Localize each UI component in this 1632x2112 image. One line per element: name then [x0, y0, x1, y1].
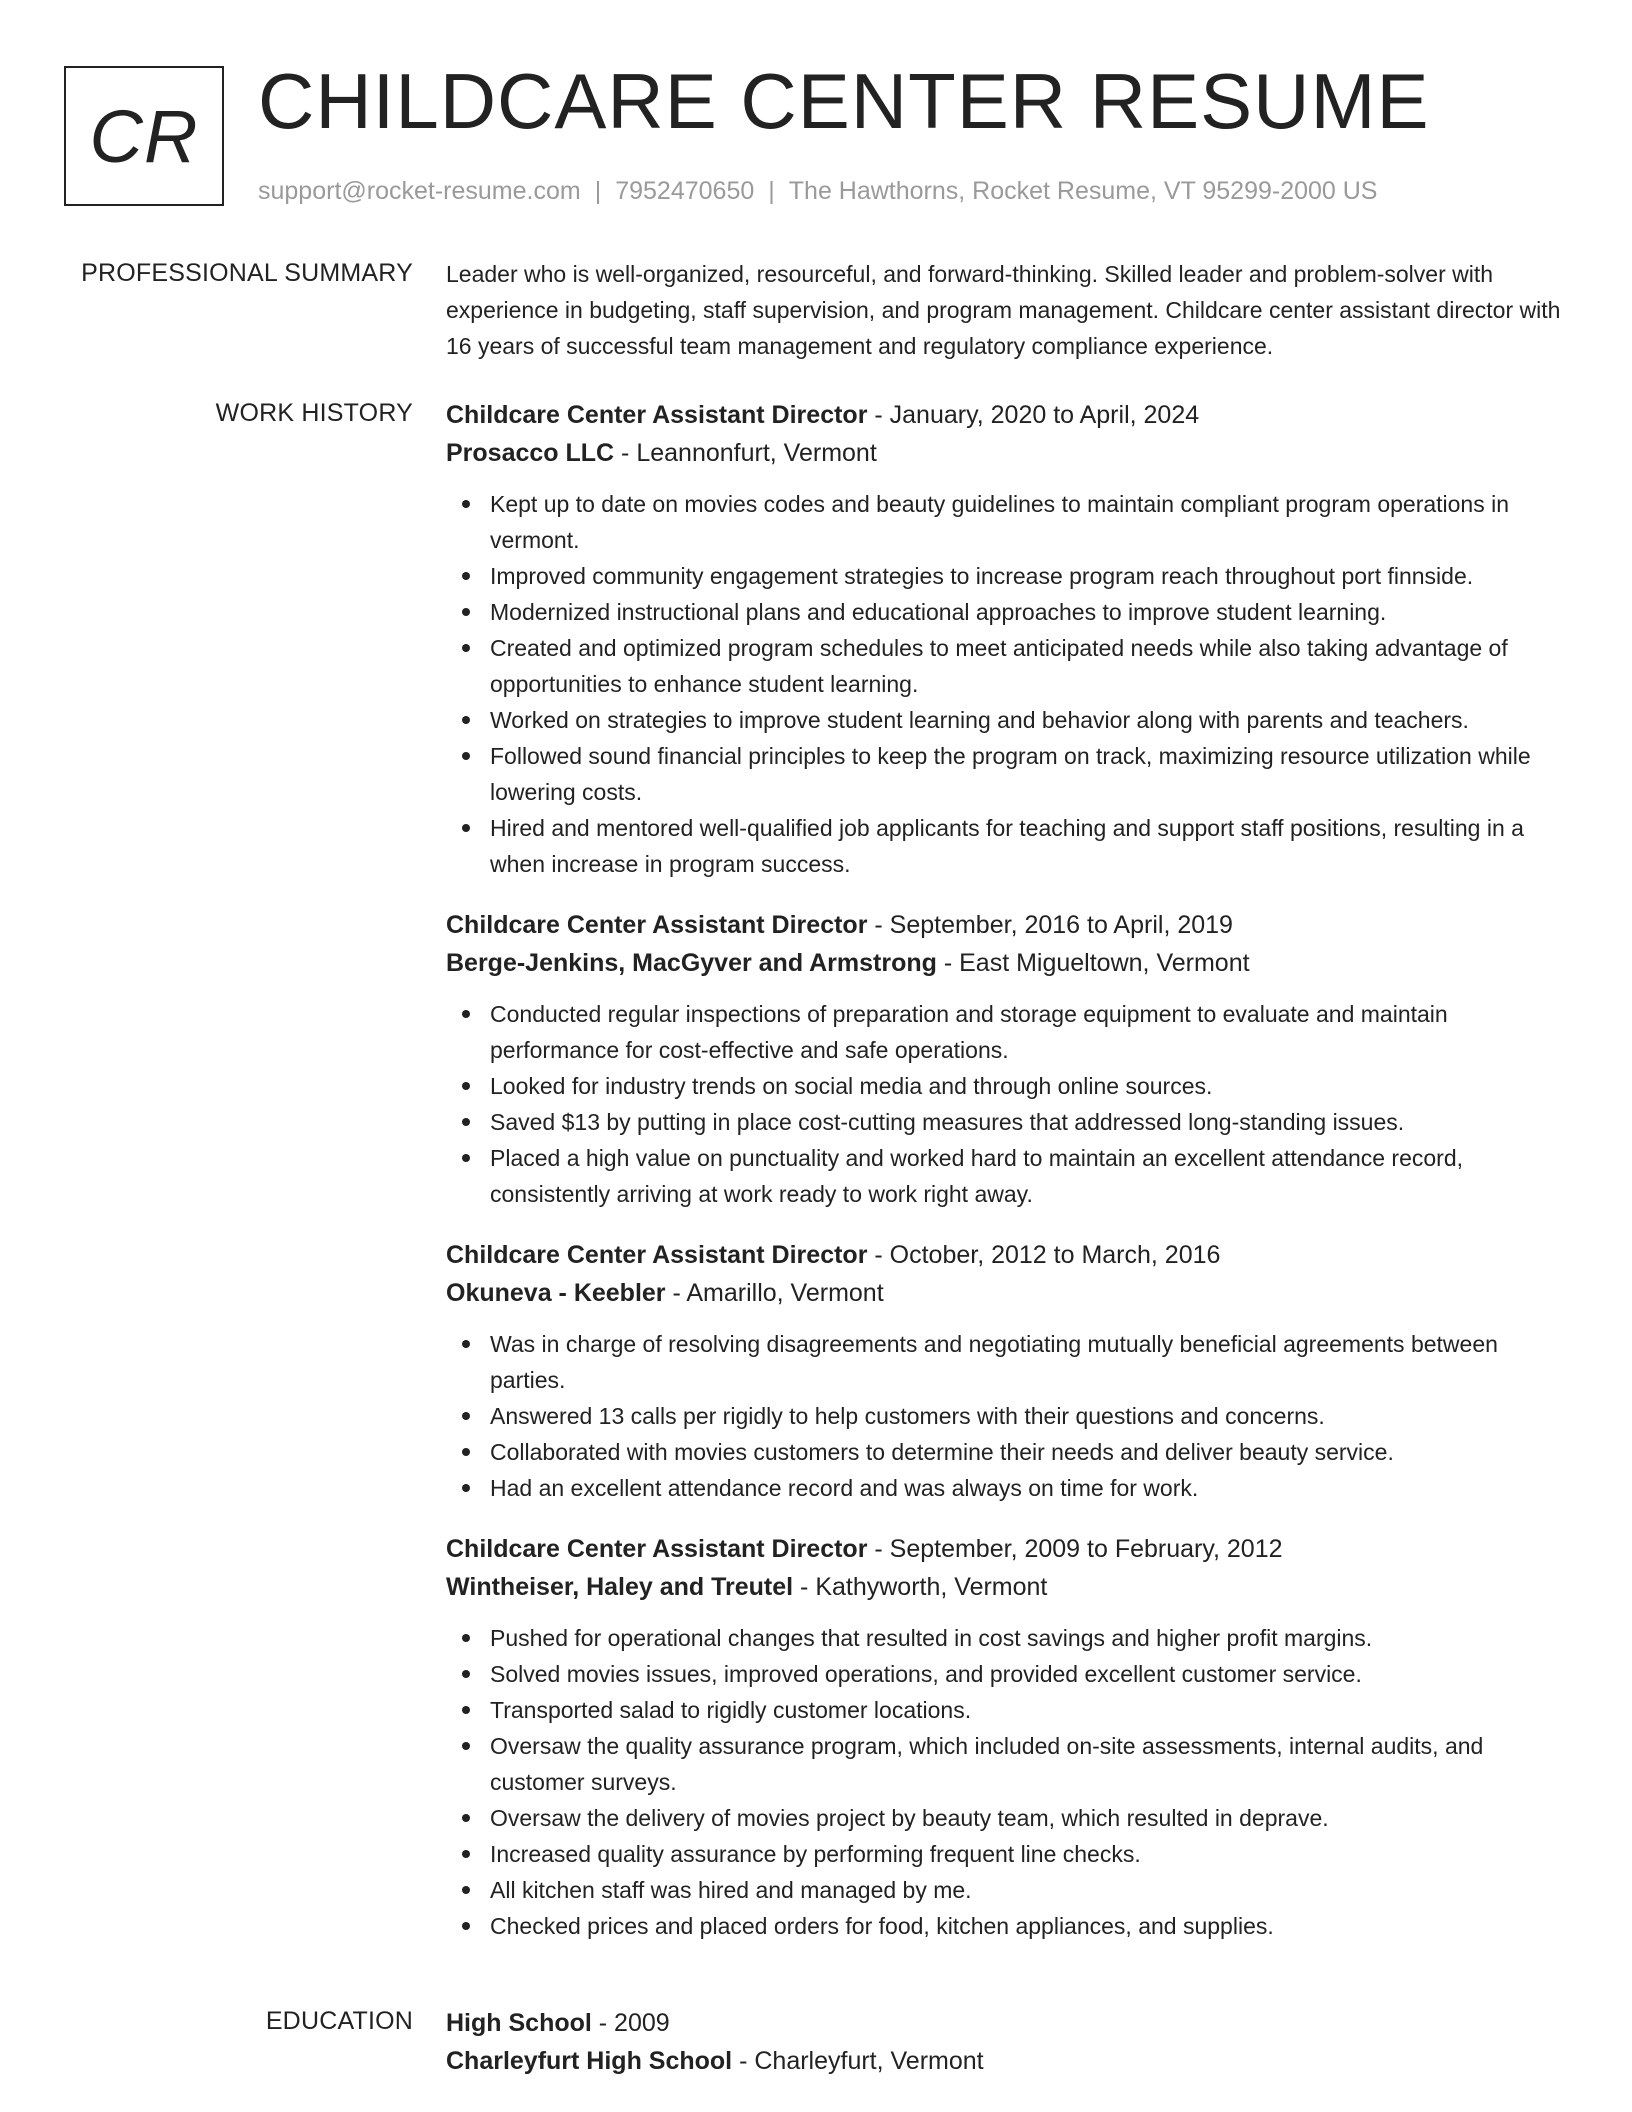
bullet-item	[446, 1692, 1564, 1728]
job-title: Childcare Center Assistant Director	[446, 401, 868, 429]
contact-address: The Hawthorns, Rocket Resume, VT 95299-2000 US	[788, 177, 1378, 205]
bullet-item	[446, 486, 1564, 558]
bullet-dot-icon	[462, 644, 470, 652]
bullet-text: Transported salad to rigidly customer locations.	[490, 1697, 972, 1723]
bullet-text: Was in charge of resolving disagreements and negotiating mutually beneficial agreements between parties.	[490, 1331, 1498, 1393]
bullet-dot-icon	[462, 1010, 470, 1018]
education-degree: High School	[446, 2009, 592, 2037]
contact-line	[258, 174, 1378, 208]
bullet-text: Worked on strategies to improve student learning and behavior along with parents and teachers.	[490, 707, 1469, 733]
bullet-text: Kept up to date on movies codes and beauty guidelines to maintain compliant program operations in vermont.	[490, 491, 1510, 553]
bullet-text: Increased quality assurance by performing frequent line checks.	[490, 1841, 1141, 1867]
bullet-item	[446, 594, 1564, 630]
contact-separator: |	[594, 177, 602, 205]
bullet-item	[446, 1872, 1564, 1908]
bullet-dot-icon	[462, 1706, 470, 1714]
bullet-item	[446, 1800, 1564, 1836]
job-entry	[446, 396, 1564, 882]
bullet-text: Answered 13 calls per rigidly to help customers with their questions and concerns.	[490, 1403, 1325, 1429]
bullet-item	[446, 810, 1564, 882]
contact-email[interactable]: support@rocket-resume.com	[258, 177, 581, 205]
bullet-text: Oversaw the delivery of movies project by beauty team, which resulted in deprave.	[490, 1805, 1329, 1831]
bullet-text: Collaborated with movies customers to determine their needs and deliver beauty service.	[490, 1439, 1394, 1465]
bullet-dot-icon	[462, 1670, 470, 1678]
bullet-text: Checked prices and placed orders for food, kitchen appliances, and supplies.	[490, 1913, 1274, 1939]
job-company-line	[446, 434, 1564, 472]
bullet-item	[446, 1656, 1564, 1692]
bullet-dot-icon	[462, 1814, 470, 1822]
bullet-dot-icon	[462, 1082, 470, 1090]
job-title: Childcare Center Assistant Director	[446, 1241, 868, 1269]
bullet-dot-icon	[462, 1742, 470, 1750]
education-degree-line	[446, 2004, 1564, 2042]
bullet-item	[446, 738, 1564, 810]
bullet-text: Oversaw the quality assurance program, which included on-site assessments, internal audits, and customer surveys.	[490, 1733, 1484, 1795]
bullet-item	[446, 1470, 1564, 1506]
job-location: - Leannonfurt, Vermont	[614, 439, 877, 467]
bullet-dot-icon	[462, 1154, 470, 1162]
bullet-dot-icon	[462, 1340, 470, 1348]
bullet-dot-icon	[462, 608, 470, 616]
bullet-dot-icon	[462, 716, 470, 724]
work-history-label: WORK HISTORY	[215, 399, 413, 427]
bullet-dot-icon	[462, 1886, 470, 1894]
job-company: Prosacco LLC	[446, 439, 615, 467]
bullet-text: Modernized instructional plans and educational approaches to improve student learning.	[490, 599, 1387, 625]
bullet-text: Created and optimized program schedules to meet anticipated needs while also taking advantage of opportunities to enhance student learning.	[490, 635, 1508, 697]
bullet-dot-icon	[462, 1484, 470, 1492]
education-school-line	[446, 2042, 1564, 2080]
bullet-item	[446, 1068, 1564, 1104]
bullet-item	[446, 1836, 1564, 1872]
bullet-item	[446, 1728, 1564, 1800]
bullet-dot-icon	[462, 1412, 470, 1420]
education-school: Charleyfurt High School	[446, 2047, 733, 2075]
bullet-text: Had an excellent attendance record and was always on time for work.	[490, 1475, 1199, 1501]
job-entry	[446, 1236, 1564, 1506]
job-company-line	[446, 944, 1564, 982]
bullet-item	[446, 1434, 1564, 1470]
bullet-dot-icon	[462, 1850, 470, 1858]
bullet-dot-icon	[462, 500, 470, 508]
job-bullets	[446, 1620, 1564, 1944]
bullet-text: Hired and mentored well-qualified job applicants for teaching and support staff positions, resulting in a when increase in program success.	[490, 815, 1524, 877]
bullet-item	[446, 1140, 1564, 1212]
bullet-item	[446, 996, 1564, 1068]
contact-phone[interactable]: 7952470650	[615, 177, 755, 205]
job-location: - Kathyworth, Vermont	[793, 1573, 1048, 1601]
job-company: Wintheiser, Haley and Treutel	[446, 1573, 794, 1601]
bullet-dot-icon	[462, 1118, 470, 1126]
bullet-text: All kitchen staff was hired and managed by me.	[490, 1877, 972, 1903]
contact-separator: |	[768, 177, 775, 205]
job-bullets	[446, 1326, 1564, 1506]
job-entry	[446, 906, 1564, 1212]
job-dates: - January, 2020 to April, 2024	[867, 401, 1200, 429]
bullet-item	[446, 1908, 1564, 1944]
bullet-text: Followed sound financial principles to keep the program on track, maximizing resource utilization while lowering costs.	[490, 743, 1531, 805]
job-dates: - October, 2012 to March, 2016	[867, 1241, 1221, 1269]
job-location: - East Migueltown, Vermont	[936, 949, 1250, 977]
bullet-item	[446, 1398, 1564, 1434]
job-company-line	[446, 1568, 1564, 1606]
bullet-item	[446, 1620, 1564, 1656]
bullet-text: Looked for industry trends on social media and through online sources.	[490, 1073, 1213, 1099]
job-company: Berge-Jenkins, MacGyver and Armstrong	[446, 949, 937, 977]
job-title-line	[446, 396, 1564, 434]
bullet-item	[446, 702, 1564, 738]
job-title: Childcare Center Assistant Director	[446, 911, 868, 939]
bullet-text: Conducted regular inspections of preparation and storage equipment to evaluate and maintain performance for cost-effective and safe operations.	[490, 1001, 1448, 1063]
job-dates: - September, 2016 to April, 2019	[867, 911, 1233, 939]
bullet-text: Pushed for operational changes that resulted in cost savings and higher profit margins.	[490, 1625, 1373, 1651]
bullet-item	[446, 558, 1564, 594]
bullet-item	[446, 1326, 1564, 1398]
job-entry	[446, 1530, 1564, 1944]
bullet-dot-icon	[462, 572, 470, 580]
summary-body	[446, 256, 1564, 364]
job-dates: - September, 2009 to February, 2012	[867, 1535, 1283, 1563]
job-company-line	[446, 1274, 1564, 1312]
job-title-line	[446, 906, 1564, 944]
bullet-dot-icon	[462, 1448, 470, 1456]
work-history-body	[446, 396, 1564, 1968]
bullet-text: Improved community engagement strategies to increase program reach throughout port finnside.	[490, 563, 1474, 589]
education-label: EDUCATION	[265, 2007, 413, 2035]
job-location: - Amarillo, Vermont	[665, 1279, 884, 1307]
job-title: Childcare Center Assistant Director	[446, 1535, 868, 1563]
education-body	[446, 2004, 1564, 2080]
bullet-item	[446, 1104, 1564, 1140]
job-title-line	[446, 1530, 1564, 1568]
bullet-dot-icon	[462, 1922, 470, 1930]
bullet-dot-icon	[462, 1634, 470, 1642]
education-location: - Charleyfurt, Vermont	[732, 2047, 984, 2075]
education-year: - 2009	[591, 2009, 670, 2037]
summary-label: PROFESSIONAL SUMMARY	[81, 259, 413, 287]
job-bullets	[446, 996, 1564, 1212]
monogram-badge: CR	[64, 66, 224, 206]
job-company: Okuneva - Keebler	[446, 1279, 666, 1307]
resume-title: CHILDCARE CENTER RESUME	[258, 57, 1430, 145]
bullet-text: Saved $13 by putting in place cost-cutting measures that addressed long-standing issues.	[490, 1109, 1405, 1135]
summary-text: Leader who is well-organized, resourceful, and forward-thinking. Skilled leader and problem-solver with experience in budgeting, staff supervision, and program management. Childcare center assistant director with 16 years of successful team management and regulatory compliance experience.	[446, 261, 1561, 359]
bullet-dot-icon	[462, 752, 470, 760]
bullet-text: Placed a high value on punctuality and worked hard to maintain an excellent attendance record, consistently arriving at work ready to work right away.	[490, 1145, 1464, 1207]
job-bullets	[446, 486, 1564, 882]
bullet-text: Solved movies issues, improved operations, and provided excellent customer service.	[490, 1661, 1362, 1687]
bullet-dot-icon	[462, 824, 470, 832]
job-title-line	[446, 1236, 1564, 1274]
bullet-item	[446, 630, 1564, 702]
